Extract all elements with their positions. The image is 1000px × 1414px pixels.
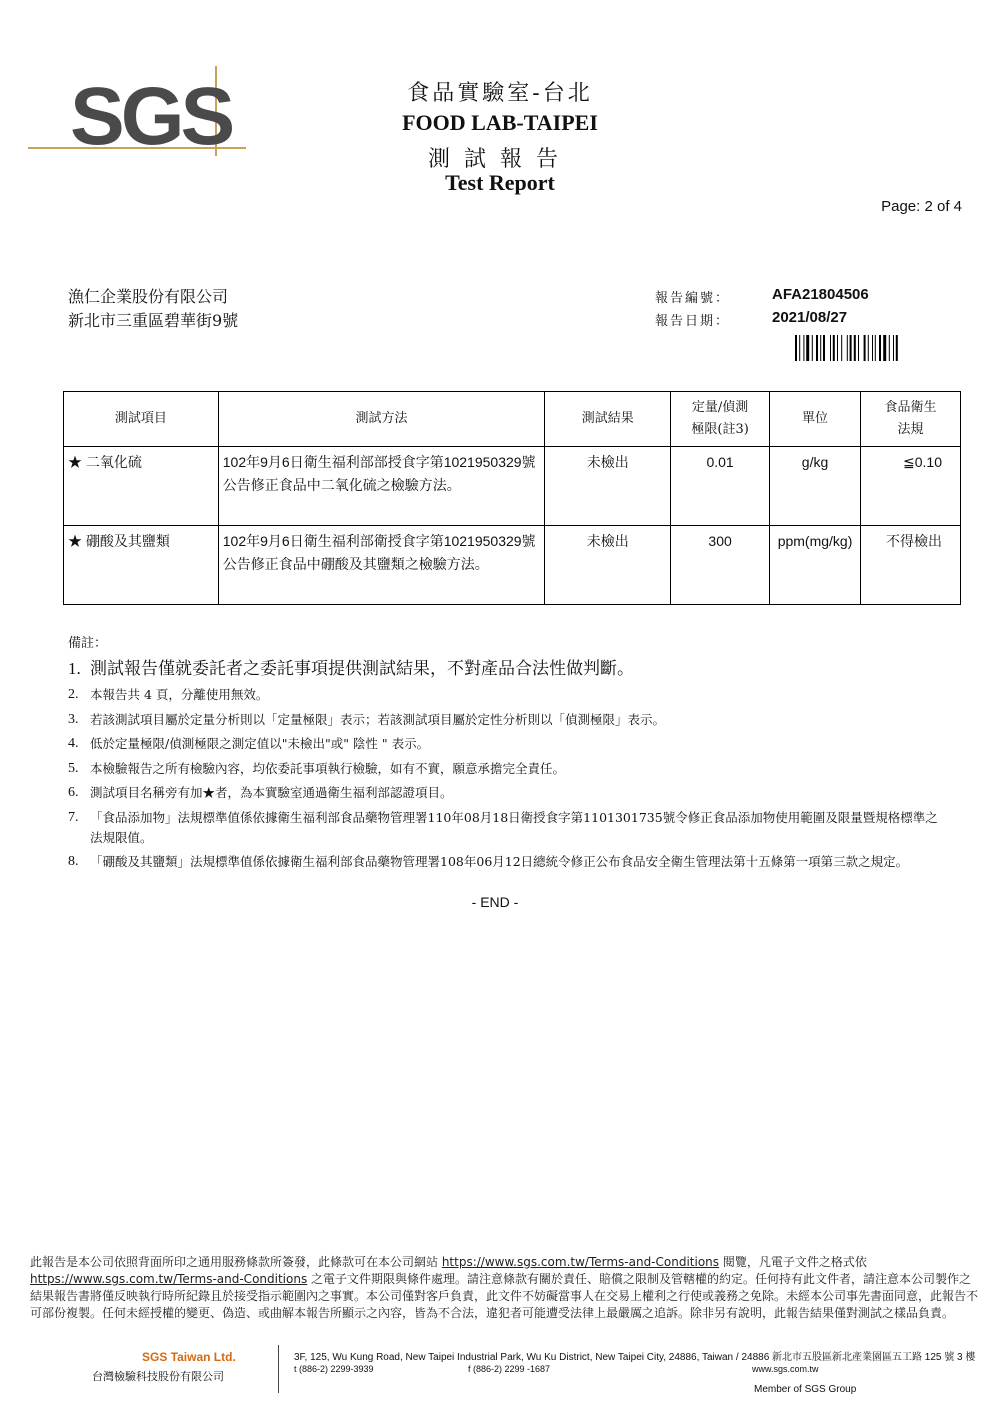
client-info <box>68 285 238 333</box>
cell-item: ★ 二氧化硫 <box>64 447 219 526</box>
barcode-bar <box>806 335 809 361</box>
terms-link-1[interactable]: https://www.sgs.com.tw/Terms-and-Conditions <box>441 1255 720 1269</box>
note-item <box>68 783 948 803</box>
note-item <box>68 685 948 705</box>
note-text: 「食品添加物」法規標準值係依據衛生福利部食品藥物管理署110年08月18日衛授食字第1101301735號令修正食品添加物使用範圍及限量暨規格標準之法規限值。 <box>90 809 938 845</box>
col-header-method <box>218 392 545 447</box>
note-item <box>68 808 948 848</box>
cell-result: 未檢出 <box>545 447 671 526</box>
col-header-method-text: 測試方法 <box>355 411 408 426</box>
note-text: 測試報告僅就委託者之委託事項提供測試結果，不對產品合法性做判斷。 <box>90 659 634 679</box>
note-text: 「硼酸及其鹽類」法規標準值係依據衛生福利部食品藥物管理署108年06月12日總統令修正公布食品安全衛生管理法第十五條第一項第三款之規定。 <box>90 854 909 869</box>
note-number: 3. <box>68 711 79 727</box>
company-fax: f (886-2) 2299 -1687 <box>468 1364 551 1374</box>
barcode-bar <box>816 335 818 361</box>
barcode-bar <box>795 335 797 361</box>
lab-title-cn: 食品實驗室-台北 <box>407 81 593 106</box>
report-no-label: 報告編號： <box>655 291 731 306</box>
barcode-graphic <box>795 335 935 361</box>
company-name-en: SGS Taiwan Ltd. <box>142 1350 236 1364</box>
col-header-item-text: 測試項目 <box>114 411 167 426</box>
note-item <box>68 656 948 682</box>
logo-text: SGS <box>70 71 232 156</box>
note-number: 8. <box>68 854 79 869</box>
table-row <box>64 447 961 526</box>
col-header-result <box>545 392 671 447</box>
sgs-logo-graphic <box>28 66 246 156</box>
barcode-bar <box>868 335 869 361</box>
barcode-bar <box>803 335 804 361</box>
table-row <box>64 526 961 605</box>
disclaimer-text-3: 之電子文件期限與條件處理。請注意條款有關於責任、賠償之限制及管轄權的約定。任何持有此文件者，請注意本公司製作之結果報告書將僅反映執行時所紀錄且於接受指示範圍內之事實。本公司僅對客戶負責，此文件不妨礙當事人在交易上權利之行使或義務之免除。未經本公司事先書面同意，此報告不可部份複製。任何未經授權的變更、偽造、或曲解本報告所顯示之內容，皆為不合法，違犯者可能遭受法律上最嚴厲之追訴。除非另有說明，此報告結果僅對測試之樣品負責。 <box>30 1272 979 1320</box>
barcode-bar <box>858 335 859 361</box>
report-date: 2021/08/27 <box>772 309 848 326</box>
note-text: 本檢驗報告之所有檢驗內容，均依委託事項執行檢驗，如有不實，願意承擔完全責任。 <box>90 760 566 776</box>
col-header-regulation <box>861 392 961 447</box>
company-name-cn: 台灣檢驗科技股份有限公司 <box>92 1370 224 1383</box>
note-item <box>68 852 948 872</box>
sgs-logo <box>28 66 246 156</box>
col-header-unit <box>770 392 861 447</box>
col-header-result-text: 測試結果 <box>581 411 634 426</box>
barcode-bar <box>847 335 848 361</box>
barcode-bar <box>820 335 821 361</box>
cell-regulation: ≦0.10 <box>861 447 961 526</box>
note-text: 測試項目名稱旁有加★者，為本實驗室通過衛生福利部認證項目。 <box>90 785 453 800</box>
barcode-bar <box>889 335 890 361</box>
cell-result: 未檢出 <box>545 526 671 605</box>
barcode-bar <box>875 335 876 361</box>
note-text: 本報告共 4 頁，分離使用無效。 <box>90 687 269 702</box>
note-number: 6. <box>68 785 79 800</box>
lab-title-en: FOOD LAB-TAIPEI <box>402 110 598 135</box>
company-tel: t (886-2) 2299-3939 <box>294 1364 374 1374</box>
col-header-unit-text: 單位 <box>802 411 829 426</box>
notes-heading: 備註： <box>68 636 108 651</box>
col-header-regulation-text: 食品衛生 法規 <box>884 400 937 437</box>
end-marker: - END - <box>471 894 519 910</box>
barcode-bar <box>854 335 856 361</box>
barcode-bar <box>833 335 835 361</box>
note-text: 低於定量極限/偵測極限之測定值以"未檢出"或" 陰性 " 表示。 <box>90 736 430 751</box>
barcode-bar <box>837 335 838 361</box>
barcode-bar <box>841 335 842 361</box>
cell-regulation: 不得檢出 <box>861 526 961 605</box>
barcode <box>795 335 935 361</box>
page-number: Page: 2 of 4 <box>881 198 962 215</box>
report-title-cn: 測試報告 <box>427 147 572 172</box>
note-item <box>68 734 948 754</box>
note-number: 5. <box>68 760 79 776</box>
col-header-item <box>64 392 219 447</box>
barcode-bar <box>850 335 852 361</box>
barcode-bar <box>879 335 881 361</box>
cell-unit: g/kg <box>770 447 861 526</box>
note-item <box>68 759 948 779</box>
barcode-bar <box>823 335 825 361</box>
barcode-bar <box>830 335 831 361</box>
barcode-bar <box>883 335 886 361</box>
col-header-limit-text: 定量/偵測 極限(註3) <box>691 400 749 437</box>
note-number: 1. <box>68 659 81 678</box>
col-header-limit <box>671 392 770 447</box>
barcode-bar <box>896 335 898 361</box>
note-number: 2. <box>68 687 79 702</box>
company-address: 3F, 125, Wu Kung Road, New Taipei Industrial Park, Wu Ku District, New Taipei City, 24886, Taiwan / 24886 新北市五股區新北產業園區五工路 125 號 3 樓 <box>294 1352 976 1363</box>
barcode-bar <box>872 335 873 361</box>
cell-limit: 300 <box>671 526 770 605</box>
cell-unit: ppm(mg/kg) <box>770 526 861 605</box>
client-address: 新北市三重區碧華街9號 <box>68 311 239 330</box>
client-name: 漁仁企業股份有限公司 <box>68 287 229 306</box>
footer-divider <box>278 1345 279 1393</box>
disclaimer <box>30 1254 980 1322</box>
cell-limit: 0.01 <box>671 447 770 526</box>
member-of-sgs: Member of SGS Group <box>754 1384 857 1395</box>
barcode-bar <box>893 335 894 361</box>
report-date-label: 報告日期： <box>655 314 731 329</box>
disclaimer-text-1: 此報告是本公司依照背面所印之通用服務條款所簽發，此條款可在本公司網站 <box>30 1255 442 1269</box>
cell-method: 102年9月6日衛生福利部部授食字第1021950329號公告修正食品中二氧化硫之檢驗方法。 <box>218 447 545 526</box>
cell-method: 102年9月6日衛生福利部衛授食字第1021950329號公告修正食品中硼酸及其鹽類之檢驗方法。 <box>218 526 545 605</box>
barcode-bar <box>799 335 800 361</box>
results-table <box>63 391 961 605</box>
cell-item: ★ 硼酸及其鹽類 <box>64 526 219 605</box>
table-header-row <box>64 392 961 447</box>
notes-list <box>68 656 948 877</box>
note-number: 4. <box>68 736 79 751</box>
terms-link-2[interactable]: https://www.sgs.com.tw/Terms-and-Conditions <box>30 1272 308 1286</box>
note-text: 若該測試項目屬於定量分析則以「定量極限」表示；若該測試項目屬於定性分析則以「偵測極限」表示。 <box>90 711 666 727</box>
report-no: AFA21804506 <box>772 286 869 303</box>
note-number: 7. <box>68 809 79 825</box>
report-title-en: Test Report <box>445 170 555 195</box>
disclaimer-text-2: 閱覽，凡電子文件之格式依 <box>719 1255 867 1269</box>
company-web[interactable]: www.sgs.com.tw <box>752 1364 819 1374</box>
barcode-bar <box>812 335 813 361</box>
note-item <box>68 710 948 730</box>
barcode-bar <box>864 335 866 361</box>
